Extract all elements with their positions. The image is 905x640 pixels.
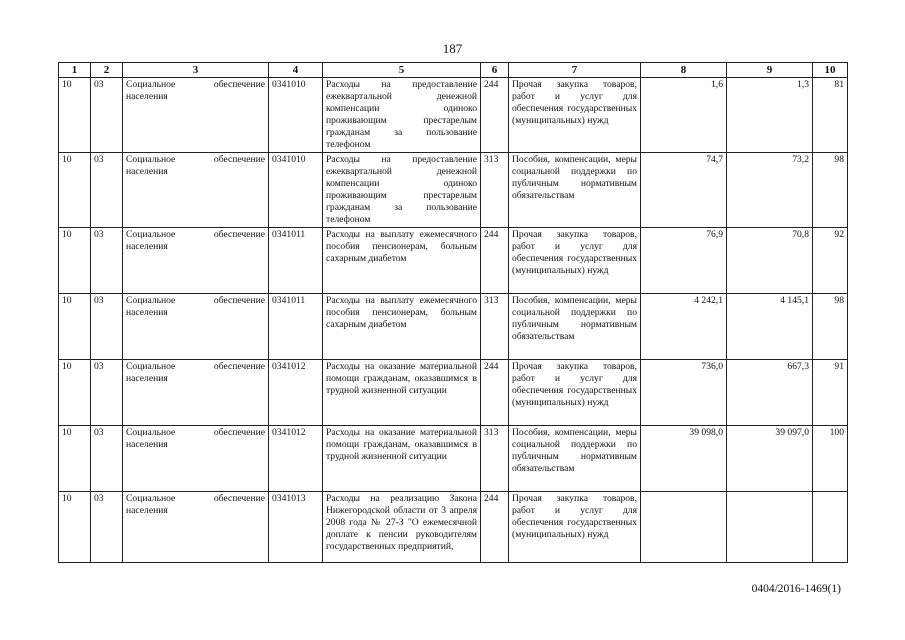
header-cell: 6 <box>481 63 509 78</box>
type-name-cell: Пособия, компенсации, меры социальной поддержки по публичным нормативным обязательствам <box>509 294 641 360</box>
planned-amount-cell: 74,7 <box>641 153 727 228</box>
executed-amount-cell: 39 097,0 <box>727 426 813 492</box>
section-name-cell: Социальное обеспечение населения <box>123 153 269 228</box>
header-cell: 4 <box>269 63 323 78</box>
expense-name-cell: Расходы на реализацию Закона Нижегородской области от 3 апреля 2008 года № 27-З "О ежемесячной доплате к пенсии руководителям государственных предприятий, <box>323 492 481 563</box>
execution-percent-cell: 98 <box>813 153 848 228</box>
section-cell: 10 <box>59 294 91 360</box>
subsection-cell: 03 <box>91 78 123 153</box>
header-cell: 3 <box>123 63 269 78</box>
execution-percent-cell: 91 <box>813 360 848 426</box>
planned-amount-cell: 76,9 <box>641 228 727 294</box>
header-cell: 9 <box>727 63 813 78</box>
type-name-cell: Прочая закупка товаров, работ и услуг для обеспечения государственных (муниципальных) нужд <box>509 228 641 294</box>
expense-name-cell: Расходы на оказание материальной помощи гражданам, оказавшимся в трудной жизненной ситуации <box>323 426 481 492</box>
header-cell: 1 <box>59 63 91 78</box>
planned-amount-cell: 1,6 <box>641 78 727 153</box>
header-cell: 8 <box>641 63 727 78</box>
table-row <box>59 492 848 563</box>
expense-name-cell: Расходы на оказание материальной помощи гражданам, оказавшимся в трудной жизненной ситуации <box>323 360 481 426</box>
type-code-cell: 313 <box>481 426 509 492</box>
type-code-cell: 244 <box>481 360 509 426</box>
target-code-cell: 0341010 <box>269 78 323 153</box>
execution-percent-cell: 100 <box>813 426 848 492</box>
table-row <box>59 153 848 228</box>
table-row <box>59 360 848 426</box>
execution-percent-cell: 98 <box>813 294 848 360</box>
target-code-cell: 0341013 <box>269 492 323 563</box>
type-name-cell: Пособия, компенсации, меры социальной поддержки по публичным нормативным обязательствам <box>509 426 641 492</box>
section-name-cell: Социальное обеспечение населения <box>123 294 269 360</box>
type-name-cell: Прочая закупка товаров, работ и услуг для обеспечения государственных (муниципальных) нужд <box>509 492 641 563</box>
table-row <box>59 78 848 153</box>
section-name-cell: Социальное обеспечение населения <box>123 78 269 153</box>
table-row <box>59 426 848 492</box>
executed-amount-cell: 73,2 <box>727 153 813 228</box>
expense-name-cell: Расходы на предоставление ежеквартальной денежной компенсации одиноко проживающим престарелым гражданам за пользование телефоном <box>323 153 481 228</box>
section-cell: 10 <box>59 426 91 492</box>
planned-amount-cell: 736,0 <box>641 360 727 426</box>
section-cell: 10 <box>59 360 91 426</box>
header-cell: 7 <box>509 63 641 78</box>
executed-amount-cell: 1,3 <box>727 78 813 153</box>
expense-name-cell: Расходы на выплату ежемесячного пособия пенсионерам, больным сахарным диабетом <box>323 294 481 360</box>
document-code: 0404/2016-1469(1) <box>751 583 841 595</box>
header-cell: 5 <box>323 63 481 78</box>
subsection-cell: 03 <box>91 426 123 492</box>
header-cell: 2 <box>91 63 123 78</box>
target-code-cell: 0341010 <box>269 153 323 228</box>
header-cell: 10 <box>813 63 848 78</box>
section-name-cell: Социальное обеспечение населения <box>123 426 269 492</box>
execution-percent-cell: 92 <box>813 228 848 294</box>
target-code-cell: 0341011 <box>269 294 323 360</box>
executed-amount-cell <box>727 492 813 563</box>
subsection-cell: 03 <box>91 492 123 563</box>
target-code-cell: 0341011 <box>269 228 323 294</box>
type-code-cell: 244 <box>481 78 509 153</box>
planned-amount-cell: 4 242,1 <box>641 294 727 360</box>
execution-percent-cell: 81 <box>813 78 848 153</box>
section-name-cell: Социальное обеспечение населения <box>123 492 269 563</box>
header-row <box>59 63 848 78</box>
expense-name-cell: Расходы на предоставление ежеквартальной денежной компенсации одиноко проживающим престарелым гражданам за пользование телефоном <box>323 78 481 153</box>
table-row <box>59 228 848 294</box>
executed-amount-cell: 4 145,1 <box>727 294 813 360</box>
section-cell: 10 <box>59 492 91 563</box>
section-name-cell: Социальное обеспечение населения <box>123 228 269 294</box>
subsection-cell: 03 <box>91 294 123 360</box>
target-code-cell: 0341012 <box>269 426 323 492</box>
execution-percent-cell <box>813 492 848 563</box>
planned-amount-cell: 39 098,0 <box>641 426 727 492</box>
section-cell: 10 <box>59 228 91 294</box>
section-name-cell: Социальное обеспечение населения <box>123 360 269 426</box>
table-row <box>59 294 848 360</box>
budget-table <box>58 62 848 563</box>
target-code-cell: 0341012 <box>269 360 323 426</box>
type-code-cell: 313 <box>481 294 509 360</box>
type-name-cell: Пособия, компенсации, меры социальной поддержки по публичным нормативным обязательствам <box>509 153 641 228</box>
subsection-cell: 03 <box>91 228 123 294</box>
expense-name-cell: Расходы на выплату ежемесячного пособия пенсионерам, больным сахарным диабетом <box>323 228 481 294</box>
type-code-cell: 244 <box>481 228 509 294</box>
executed-amount-cell: 70,8 <box>727 228 813 294</box>
type-name-cell: Прочая закупка товаров, работ и услуг для обеспечения государственных (муниципальных) нужд <box>509 360 641 426</box>
subsection-cell: 03 <box>91 153 123 228</box>
section-cell: 10 <box>59 78 91 153</box>
planned-amount-cell <box>641 492 727 563</box>
type-code-cell: 313 <box>481 153 509 228</box>
executed-amount-cell: 667,3 <box>727 360 813 426</box>
section-cell: 10 <box>59 153 91 228</box>
type-code-cell: 244 <box>481 492 509 563</box>
subsection-cell: 03 <box>91 360 123 426</box>
type-name-cell: Прочая закупка товаров, работ и услуг для обеспечения государственных (муниципальных) нужд <box>509 78 641 153</box>
page-number: 187 <box>442 41 463 56</box>
